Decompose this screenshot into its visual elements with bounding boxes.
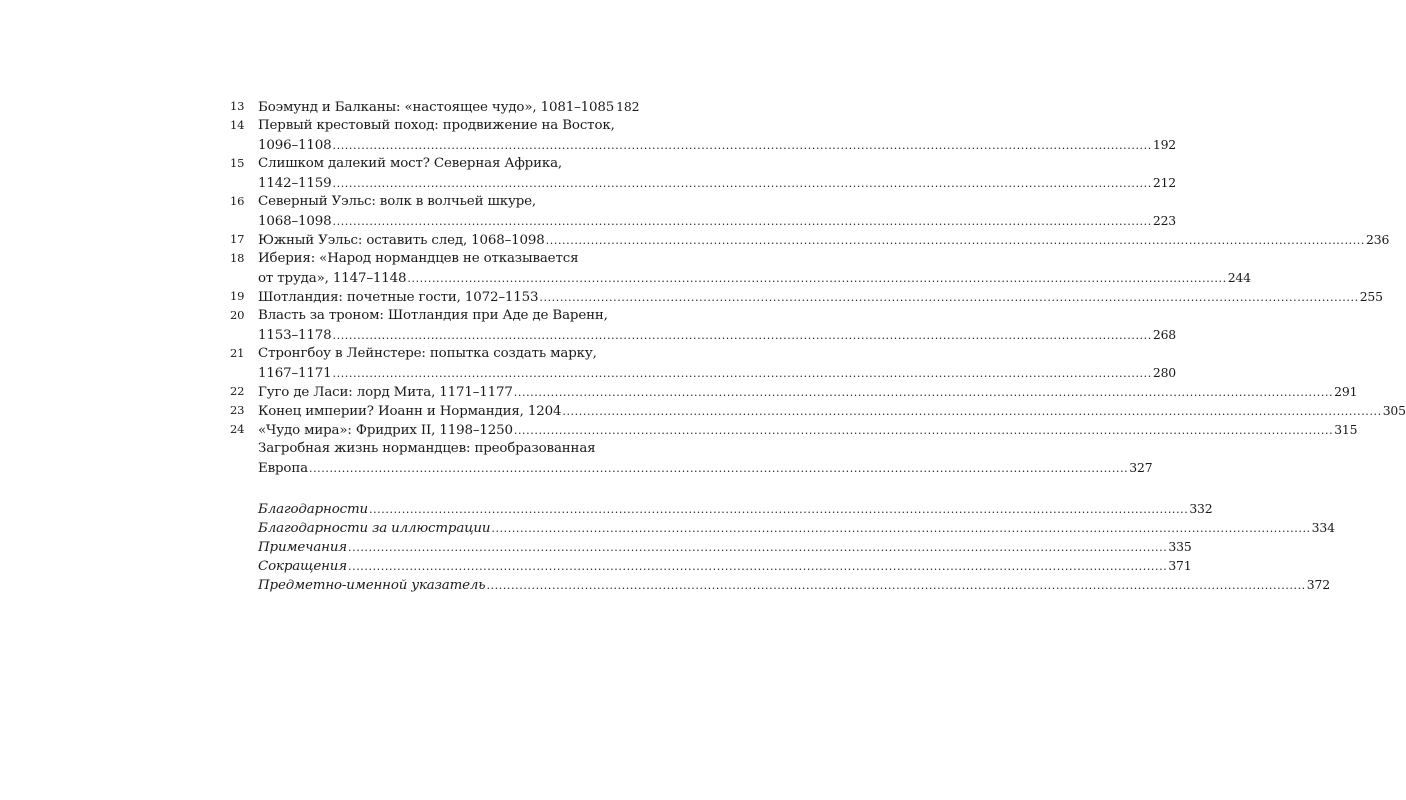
chapter-number: 17 xyxy=(230,232,245,246)
page-number: 372 xyxy=(1306,577,1330,592)
toc-entry xyxy=(230,249,1251,287)
leader-dots: ........................................................................................................................................................................................................ xyxy=(332,215,1152,228)
page-number: 244 xyxy=(1227,270,1251,285)
chapter-title: Шотландия: почетные гости, 1072–1153 xyxy=(258,290,539,305)
page-number: 212 xyxy=(1152,175,1177,190)
leader-dots: ........................................................................................................................................................................................................ xyxy=(545,234,1365,247)
entry-line xyxy=(258,575,1330,594)
page-number: 280 xyxy=(1152,365,1177,380)
back-matter-entry xyxy=(230,537,1192,556)
leader-dots: ........................................................................................................................................................................................................ xyxy=(308,462,1129,475)
page-number: 192 xyxy=(1152,137,1177,152)
page-number: 327 xyxy=(1129,460,1153,475)
toc-entry xyxy=(230,97,640,116)
chapter-title: Северный Уэльс: волк в волчьей шкуре, xyxy=(258,194,536,209)
leader-dots: ........................................................................................................................................................................................................ xyxy=(332,177,1152,190)
page-number: 315 xyxy=(1334,422,1358,437)
entry-line xyxy=(258,401,1406,420)
chapter-number: 22 xyxy=(230,384,245,398)
leader-dots: ........................................................................................................................................................................................................ xyxy=(562,405,1382,418)
toc-entry xyxy=(230,192,1177,230)
entry-line xyxy=(258,268,1251,287)
leader-dots: ........................................................................................................................................................................................................ xyxy=(491,522,1311,535)
toc-entry xyxy=(230,420,1358,439)
chapter-title: Иберия: «Народ нормандцев не отказывается xyxy=(258,251,579,266)
leader-dots: ........................................................................................................................................................................................................ xyxy=(332,139,1152,152)
entry-line xyxy=(258,192,596,211)
chapter-number: 21 xyxy=(230,346,245,360)
entry-line xyxy=(258,135,1177,154)
entry-line xyxy=(258,154,596,173)
entry-line xyxy=(258,230,1390,249)
entry-line xyxy=(258,439,596,458)
leader-dots: ........................................................................................................................................................................................................ xyxy=(348,560,1168,573)
leader-dots: ........................................................................................................................................................................................................ xyxy=(513,424,1334,437)
back-matter-entry xyxy=(230,499,1213,518)
toc-entry xyxy=(230,154,1177,192)
entry-line xyxy=(258,325,1177,344)
toc-entry xyxy=(230,230,1390,249)
leader-dots: ........................................................................................................................................................................................................ xyxy=(368,503,1189,516)
leader-dots: ........................................................................................................................................................................................................ xyxy=(407,272,1227,285)
chapter-number: 14 xyxy=(230,118,245,132)
toc-entry xyxy=(230,382,1358,401)
back-matter-list xyxy=(230,499,1335,594)
back-matter-title: Примечания xyxy=(258,540,348,555)
entry-line xyxy=(258,97,640,116)
entry-line xyxy=(258,363,1177,382)
page-number: 182 xyxy=(616,99,640,114)
chapter-title: от труда», 1147–1148 xyxy=(258,271,407,286)
toc-entry xyxy=(230,306,1177,344)
chapter-number: 18 xyxy=(230,251,245,265)
page-number: 268 xyxy=(1152,327,1177,342)
chapter-title: Конец империи? Иоанн и Нормандия, 1204 xyxy=(258,404,562,419)
chapter-title: 1142–1159 xyxy=(258,176,332,191)
toc-entry xyxy=(230,401,1406,420)
chapter-title: Слишком далекий мост? Северная Африка, xyxy=(258,156,563,171)
chapter-title: 1167–1171 xyxy=(258,366,332,381)
entry-line xyxy=(258,249,596,268)
entry-line xyxy=(258,556,1192,575)
page-number: 335 xyxy=(1168,539,1192,554)
entry-line xyxy=(258,173,1177,192)
page-number: 236 xyxy=(1366,232,1390,247)
toc-entry xyxy=(230,439,1153,477)
page-number: 332 xyxy=(1189,501,1213,516)
chapter-title: Гуго де Ласи: лорд Мита, 1171–1177 xyxy=(258,385,513,400)
back-matter-title: Благодарности за иллюстрации xyxy=(258,521,491,536)
leader-dots: ........................................................................................................................................................................................................ xyxy=(539,291,1359,304)
entry-line xyxy=(258,211,1177,230)
back-matter-title: Благодарности xyxy=(258,502,368,517)
entry-line xyxy=(258,306,608,325)
chapter-title: Боэмунд и Балканы: «настоящее чудо», 1081–1085 xyxy=(258,100,615,115)
entry-line xyxy=(258,116,615,135)
chapter-title: 1068–1098 xyxy=(258,214,332,229)
leader-dots: ........................................................................................................................................................................................................ xyxy=(513,386,1334,399)
toc-entry xyxy=(230,344,1177,382)
back-matter-entry xyxy=(230,518,1335,537)
page-number: 305 xyxy=(1382,403,1406,418)
chapter-title: Южный Уэльс: оставить след, 1068–1098 xyxy=(258,233,545,248)
chapter-title: «Чудо мира»: Фридрих II, 1198–1250 xyxy=(258,423,513,438)
leader-dots: ........................................................................................................................................................................................................ xyxy=(486,579,1306,592)
entry-line xyxy=(258,382,1358,401)
back-matter-title: Сокращения xyxy=(258,559,347,574)
toc-entry xyxy=(230,116,1177,154)
entry-line xyxy=(258,518,1335,537)
page-number: 255 xyxy=(1359,289,1383,304)
toc-entry xyxy=(230,287,1383,306)
back-matter-title: Предметно-именной указатель xyxy=(258,578,486,593)
chapter-title: Власть за троном: Шотландия при Аде де Варенн, xyxy=(258,308,608,323)
page-number: 223 xyxy=(1152,213,1177,228)
leader-dots: ........................................................................................................................................................................................................ xyxy=(332,329,1152,342)
entry-line xyxy=(258,499,1213,518)
back-matter-entry xyxy=(230,556,1192,575)
chapter-number: 20 xyxy=(230,308,245,322)
chapter-list xyxy=(230,97,1406,477)
page-number: 371 xyxy=(1168,558,1192,573)
chapter-number: 13 xyxy=(230,99,245,113)
table-of-contents xyxy=(230,97,1406,594)
chapter-number: 15 xyxy=(230,156,245,170)
page-number: 334 xyxy=(1311,520,1335,535)
chapter-number: 24 xyxy=(230,422,245,436)
page-number: 291 xyxy=(1334,384,1358,399)
chapter-number: 23 xyxy=(230,403,245,417)
chapter-title: 1153–1178 xyxy=(258,328,332,343)
entry-line xyxy=(258,344,596,363)
entry-line xyxy=(258,420,1358,439)
leader-dots: ........................................................................................................................................................................................................ xyxy=(348,541,1168,554)
chapter-number: 16 xyxy=(230,194,245,208)
chapter-title: 1096–1108 xyxy=(258,138,332,153)
entry-line xyxy=(258,458,1153,477)
back-matter-entry xyxy=(230,575,1330,594)
chapter-number: 19 xyxy=(230,289,245,303)
chapter-title: Стронгбоу в Лейнстере: попытка создать марку, xyxy=(258,346,597,361)
chapter-title: Загробная жизнь нормандцев: преобразованная xyxy=(258,441,596,456)
chapter-title: Первый крестовый поход: продвижение на Восток, xyxy=(258,118,615,133)
leader-dots: ........................................................................................................................................................................................................ xyxy=(332,367,1152,380)
entry-line xyxy=(258,537,1192,556)
entry-line xyxy=(258,287,1383,306)
chapter-title: Европа xyxy=(258,461,308,476)
